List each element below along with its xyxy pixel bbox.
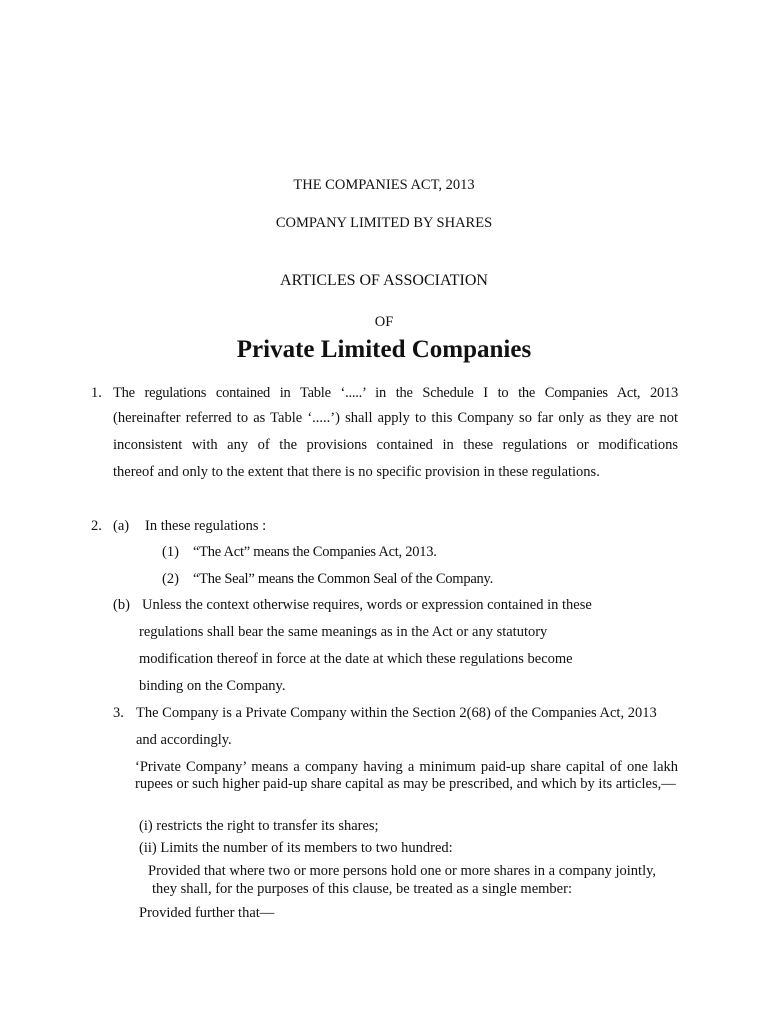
clause-2b-line-3: modification thereof in force at the date at which these regulations become (139, 651, 573, 667)
clause-3-line-1: The Company is a Private Company within the Section 2(68) of the Companies Act, 2013 (136, 705, 657, 721)
private-company-definition: ‘Private Company’ means a company having a minimum paid-up share capital of one lakh rupees or such higher paid-up share capital as may be prescribed, and which by its articles,— (135, 759, 678, 792)
company-type-heading: COMPANY LIMITED BY SHARES (275, 215, 493, 231)
clause-1-number: 1. (91, 385, 102, 401)
proviso-further: Provided further that— (139, 905, 275, 921)
clause-1-line-2: (hereinafter referred to as Table ‘.....’) shall apply to this Company so far only as they are not (113, 410, 678, 426)
clause-1-line-3: inconsistent with any of the provisions contained in these regulations or modifications (113, 437, 678, 453)
definition-1-number: (1) (162, 544, 179, 560)
proviso-line-2: they shall, for the purposes of this clause, be treated as a single member: (152, 881, 572, 897)
act-heading: THE COMPANIES ACT, 2013 (293, 177, 475, 193)
clause-2b-line-4: binding on the Company. (139, 678, 286, 694)
clause-2a-text: In these regulations : (145, 518, 267, 534)
clause-1-line-4: thereof and only to the extent that there is no specific provision in these regulations. (113, 464, 600, 480)
clause-2-number: 2. (91, 518, 102, 534)
articles-heading: ARTICLES OF ASSOCIATION (280, 272, 488, 289)
clause-2b-line-2: regulations shall bear the same meanings as in the Act or any statutory (139, 624, 548, 640)
page-title: Private Limited Companies (236, 336, 532, 363)
clause-2b-line-1: Unless the context otherwise requires, words or expression contained in these (142, 597, 592, 613)
definition-2-text: “The Seal” means the Common Seal of the Company. (193, 571, 493, 587)
clause-3-number: 3. (113, 705, 124, 721)
item-i: (i) restricts the right to transfer its shares; (139, 818, 379, 834)
of-heading: OF (374, 314, 394, 330)
proviso-line-1: Provided that where two or more persons hold one or more shares in a company jointly, (148, 863, 657, 879)
item-ii: (ii) Limits the number of its members to two hundred: (139, 840, 453, 856)
clause-2b-label: (b) (113, 597, 130, 613)
clause-3-line-2: and accordingly. (136, 732, 232, 748)
clause-1-line-1: The regulations contained in Table ‘.....’ in the Schedule I to the Companies Act, 2013 (113, 385, 678, 401)
definition-1-text: “The Act” means the Companies Act, 2013. (193, 544, 437, 560)
definition-2-number: (2) (162, 571, 179, 587)
clause-2a-label: (a) (113, 518, 130, 534)
